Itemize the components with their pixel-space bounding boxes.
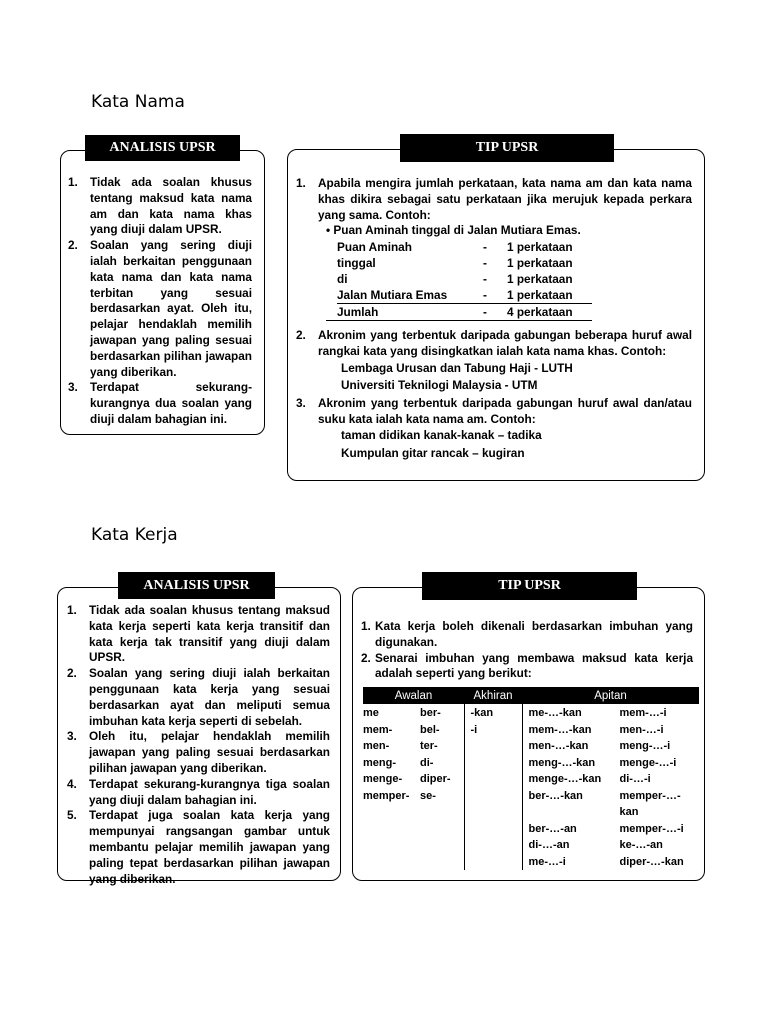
tip-label-kata-kerja: TIP UPSR (422, 572, 637, 600)
tip-box-kata-kerja (352, 587, 705, 881)
bullet-example: • Puan Aminah tinggal di Jalan Mutiara Emas. (326, 223, 581, 238)
list-item: 2. Soalan yang sering diuji ialah berkaitan penggunaan kata kerja yang sesuai berdasarkan ayat dan meliputi semua imbuhan kata kerja seperti di sebelah. (67, 666, 330, 728)
tip-label-kata-nama: TIP UPSR (400, 134, 614, 162)
example-line: Universiti Teknilogi Malaysia - UTM (341, 377, 538, 392)
apitan-cell: me-…-kan mem-…-kan men-…-kan meng-…-kan menge-…-kan ber-…-kan ber-…-an di-…-an me-…-i mem-…-i men-…-i meng-…-i menge-…-i di-…-i memper-…-kan memper-…-i ke-…-an diper-…-kan (522, 704, 699, 870)
word-count-table (337, 239, 592, 320)
imbuhan-table (363, 687, 699, 870)
tip-item: 2. Akronim yang terbentuk daripada gabungan beberapa huruf awal rangkai kata yang disingkatkan ialah kata nama khas. Contoh: (296, 328, 692, 358)
awalan-cell: me mem- men- meng- menge- memper- ber- bel- ter- di- diper- se- (363, 707, 451, 802)
analisis-label-kata-nama: ANALISIS UPSR (85, 135, 240, 161)
bullet-icon: • (326, 223, 334, 238)
table-row: di - 1 perkataan (337, 272, 573, 287)
header-akhiran: Akhiran (464, 687, 522, 704)
table-row-total: Jumlah - 4 perkataan (337, 304, 592, 321)
tip-item: 3. Akronim yang terbentuk daripada gabungan huruf awal dan/atau suku kata ialah kata nama am. Contoh: (296, 395, 692, 426)
divider (326, 320, 592, 322)
analisis-box-kata-nama (60, 150, 265, 435)
list-item: 3. Terdapat sekurang-kurangnya dua soalan yang diuji dalam bahagian ini. (68, 380, 252, 426)
akhiran-cell: -kan -i (464, 704, 522, 870)
example-line: Kumpulan gitar rancak – kugiran (341, 446, 525, 461)
analisis-box-kata-kerja (57, 587, 341, 886)
list-item: 2. Soalan yang sering diuji ialah berkaitan penggunaan kata nama dan kata nama terbitan yang sesuai berdasarkan ayat. Oleh itu, pelajar hendaklah memilih jawapan yang paling sesuai berdasarkan pilihan jawapan yang diberikan. (68, 238, 252, 379)
tip-box-kata-nama (287, 149, 705, 481)
section-heading-kata-kerja: Kata Kerja (91, 525, 178, 545)
list-item: 1. Tidak ada soalan khusus tentang maksud kata nama am dan kata nama khas yang diuji dalam UPSR. (68, 175, 252, 237)
list-item: 1. Tidak ada soalan khusus tentang maksud kata kerja seperti kata kerja transitif dan kata kerja tak transitif yang diuji dalam UPSR. (67, 603, 330, 665)
section-heading-kata-nama: Kata Nama (91, 92, 185, 112)
analisis-list-kata-nama (68, 175, 252, 428)
list-item: 5. Terdapat juga soalan kata kerja yang mempunyai rangsangan gambar untuk membantu pelajar memilih jawapan yang paling tepat berdasarkan pilihan jawapan yang diberikan. (67, 808, 330, 886)
list-item: 4. Terdapat sekurang-kurangnya tiga soalan yang diuji dalam bahagian ini. (67, 776, 330, 807)
tip-item: 1. Apabila mengira jumlah perkataan, kata nama am dan kata nama khas dikira sebagai satu perkataan jika merujuk kepada perkara yang sama. Contoh: (296, 176, 692, 222)
list-item: 3. Oleh itu, pelajar hendaklah memilih jawapan yang paling sesuai berdasarkan pilihan jawapan yang diberikan. (67, 729, 330, 775)
table-row: Puan Aminah - 1 perkataan (337, 240, 573, 255)
header-awalan: Awalan (363, 687, 464, 704)
example-line: taman didikan kanak-kanak – tadika (341, 428, 542, 443)
example-line: Lembaga Urusan dan Tabung Haji - LUTH (341, 360, 573, 375)
tip-item: 1. Kata kerja boleh dikenali berdasarkan imbuhan yang digunakan. (361, 619, 693, 649)
analisis-label-kata-kerja: ANALISIS UPSR (118, 572, 275, 599)
analisis-list-kata-kerja (67, 603, 330, 887)
table-row: tinggal - 1 perkataan (337, 256, 573, 271)
table-row: Jalan Mutiara Emas - 1 perkataan (337, 288, 573, 303)
tip-item: 2. Senarai imbuhan yang membawa maksud kata kerja adalah seperti yang berikut: (361, 650, 693, 681)
header-apitan: Apitan (522, 687, 699, 704)
